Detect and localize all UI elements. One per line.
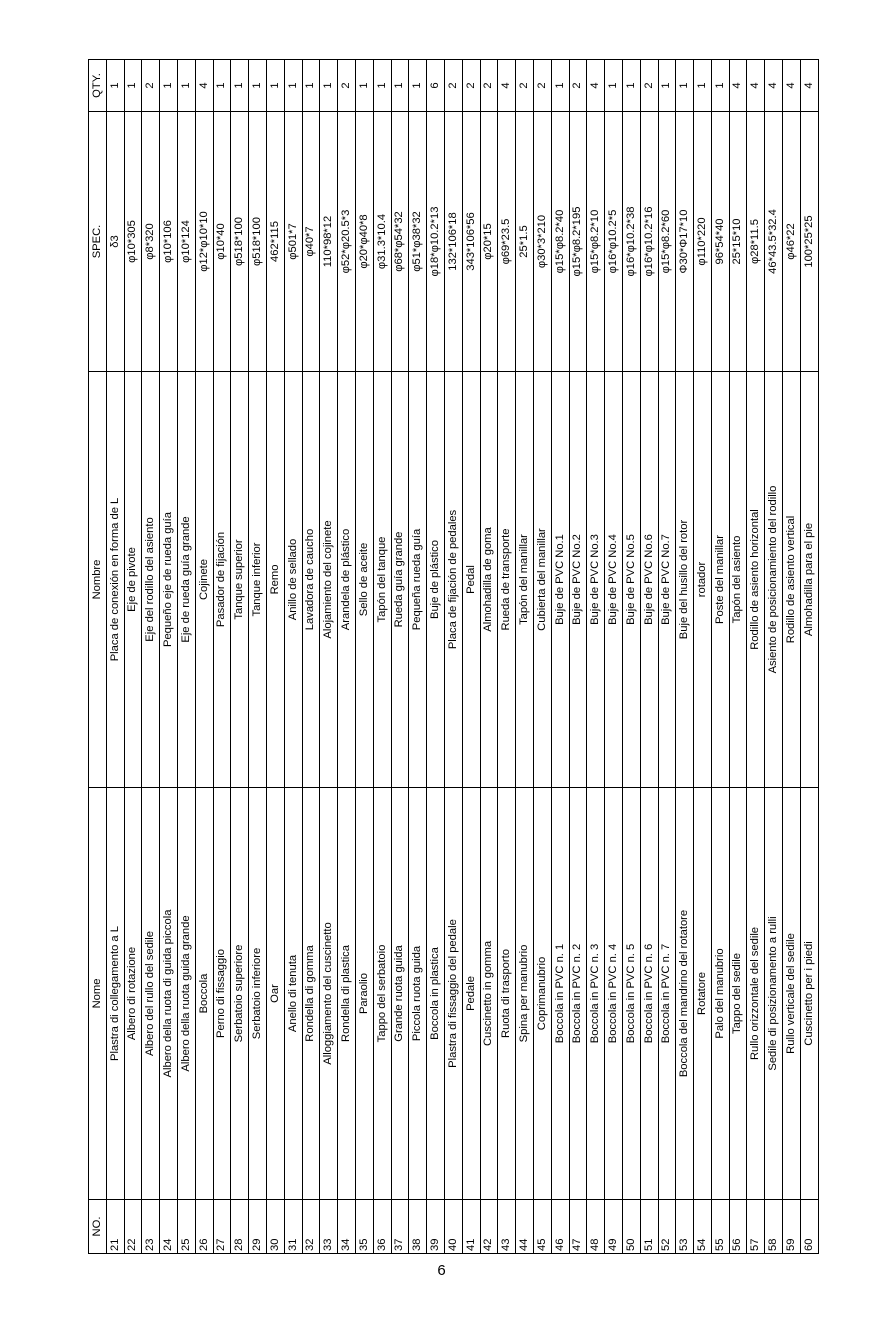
cell-spec: φ40*7 bbox=[302, 112, 320, 372]
cell-nombre: Pedal bbox=[462, 372, 480, 788]
cell-spec: φ68*φ54*32 bbox=[391, 112, 409, 372]
cell-nombre: Buje del husillo del rotor bbox=[676, 372, 694, 788]
cell-nome: Rullo verticale del sedile bbox=[783, 788, 801, 1200]
cell-nome: Sedile di posizionamento a rulli bbox=[765, 788, 783, 1200]
table-row bbox=[409, 60, 427, 1254]
cell-spec: φ15*φ8.2*10 bbox=[587, 112, 605, 372]
cell-nombre: Buje de PVC No.4 bbox=[605, 372, 623, 788]
cell-nombre: Poste del manillar bbox=[711, 372, 729, 788]
cell-qty: 1 bbox=[302, 60, 320, 112]
cell-nome: Grande ruota guida bbox=[391, 788, 409, 1200]
cell-nombre: Tanque inferior bbox=[249, 372, 267, 788]
cell-qty: 1 bbox=[355, 60, 373, 112]
cell-no: 53 bbox=[676, 1200, 694, 1254]
cell-no: 39 bbox=[427, 1200, 445, 1254]
cell-no: 49 bbox=[605, 1200, 623, 1254]
cell-no: 50 bbox=[622, 1200, 640, 1254]
cell-qty: 2 bbox=[640, 60, 658, 112]
cell-no: 51 bbox=[640, 1200, 658, 1254]
cell-qty: 4 bbox=[765, 60, 783, 112]
cell-qty: 2 bbox=[444, 60, 462, 112]
table-row bbox=[213, 60, 231, 1254]
cell-spec: φ46*22 bbox=[783, 112, 801, 372]
cell-nombre: Cubierta del manillar bbox=[533, 372, 551, 788]
cell-no: 46 bbox=[551, 1200, 569, 1254]
cell-qty: 1 bbox=[658, 60, 676, 112]
cell-qty: 1 bbox=[373, 60, 391, 112]
cell-nombre: Asiento de posicionamiento del rodillo bbox=[765, 372, 783, 788]
cell-qty: 4 bbox=[747, 60, 765, 112]
cell-nome: Palo del manubrio bbox=[711, 788, 729, 1200]
cell-qty: 1 bbox=[160, 60, 178, 112]
table-row bbox=[284, 60, 302, 1254]
cell-spec: 46*43.5*32.4 bbox=[765, 112, 783, 372]
cell-no: 37 bbox=[391, 1200, 409, 1254]
cell-nome: Oar bbox=[266, 788, 284, 1200]
cell-qty: 2 bbox=[480, 60, 498, 112]
cell-no: 36 bbox=[373, 1200, 391, 1254]
cell-spec: φ15*φ8.2*60 bbox=[658, 112, 676, 372]
table-row bbox=[355, 60, 373, 1254]
cell-no: 41 bbox=[462, 1200, 480, 1254]
cell-qty: 1 bbox=[284, 60, 302, 112]
cell-nombre: Buje de PVC No.5 bbox=[622, 372, 640, 788]
cell-spec: φ10*106 bbox=[160, 112, 178, 372]
cell-nombre: Almohadilla de goma bbox=[480, 372, 498, 788]
table-row bbox=[533, 60, 551, 1254]
cell-spec: φ518*100 bbox=[249, 112, 267, 372]
cell-nome: Rondella di gomma bbox=[302, 788, 320, 1200]
table-row bbox=[462, 60, 480, 1254]
cell-qty: 1 bbox=[249, 60, 267, 112]
cell-nombre: Buje de PVC No.3 bbox=[587, 372, 605, 788]
cell-spec: δ3 bbox=[106, 112, 124, 372]
header-no: NO. bbox=[89, 1200, 107, 1254]
table-row bbox=[160, 60, 178, 1254]
cell-nome: Paraolio bbox=[355, 788, 373, 1200]
cell-no: 25 bbox=[177, 1200, 195, 1254]
cell-nombre: Eje de pivote bbox=[124, 372, 142, 788]
cell-spec: φ20*15 bbox=[480, 112, 498, 372]
table-row bbox=[640, 60, 658, 1254]
table-row bbox=[302, 60, 320, 1254]
cell-no: 52 bbox=[658, 1200, 676, 1254]
table-row bbox=[694, 60, 712, 1254]
page-number: 6 bbox=[437, 1262, 446, 1279]
cell-no: 29 bbox=[249, 1200, 267, 1254]
cell-nome: Perno di fissaggio bbox=[213, 788, 231, 1200]
cell-qty: 4 bbox=[587, 60, 605, 112]
cell-qty: 1 bbox=[266, 60, 284, 112]
cell-nome: Albero della ruota di guida piccola bbox=[160, 788, 178, 1200]
cell-qty: 4 bbox=[195, 60, 213, 112]
cell-spec: 96*54*40 bbox=[711, 112, 729, 372]
cell-nome: Boccola in PVC n. 3 bbox=[587, 788, 605, 1200]
cell-spec: φ16*φ10.2*16 bbox=[640, 112, 658, 372]
cell-no: 28 bbox=[231, 1200, 249, 1254]
table-row bbox=[622, 60, 640, 1254]
table-row bbox=[765, 60, 783, 1254]
cell-spec: φ31.3*10.4 bbox=[373, 112, 391, 372]
table-row bbox=[142, 60, 160, 1254]
cell-nombre: Eje del rodillo del asiento bbox=[142, 372, 160, 788]
cell-spec: φ18*φ10.2*13 bbox=[427, 112, 445, 372]
cell-nombre: Tanque superior bbox=[231, 372, 249, 788]
cell-nome: Rotatore bbox=[694, 788, 712, 1200]
cell-no: 47 bbox=[569, 1200, 587, 1254]
table-row bbox=[195, 60, 213, 1254]
cell-qty: 4 bbox=[800, 60, 818, 112]
table-row bbox=[338, 60, 356, 1254]
cell-spec: φ10*124 bbox=[177, 112, 195, 372]
table-row bbox=[676, 60, 694, 1254]
cell-nombre: Rodillo de asiento vertical bbox=[783, 372, 801, 788]
cell-nombre: rotador bbox=[694, 372, 712, 788]
table-row bbox=[444, 60, 462, 1254]
cell-nome: Boccola del mandrino del rotatore bbox=[676, 788, 694, 1200]
cell-spec: φ8*320 bbox=[142, 112, 160, 372]
cell-spec: φ16*φ10.2*5 bbox=[605, 112, 623, 372]
cell-spec: φ51*φ38*32 bbox=[409, 112, 427, 372]
cell-no: 33 bbox=[320, 1200, 338, 1254]
header-nombre: Nombre bbox=[89, 372, 107, 788]
cell-no: 23 bbox=[142, 1200, 160, 1254]
cell-spec: φ110*220 bbox=[694, 112, 712, 372]
rotated-parts-table-container bbox=[88, 60, 815, 1254]
cell-spec: 462*115 bbox=[266, 112, 284, 372]
cell-spec: φ12*φ10*10 bbox=[195, 112, 213, 372]
cell-no: 55 bbox=[711, 1200, 729, 1254]
cell-nome: Boccola in PVC n. 7 bbox=[658, 788, 676, 1200]
table-row bbox=[516, 60, 534, 1254]
cell-spec: φ518*100 bbox=[231, 112, 249, 372]
cell-no: 26 bbox=[195, 1200, 213, 1254]
cell-nombre: Arandela de plástico bbox=[338, 372, 356, 788]
cell-qty: 4 bbox=[783, 60, 801, 112]
cell-nome: Ruota di trasporto bbox=[498, 788, 516, 1200]
cell-qty: 1 bbox=[622, 60, 640, 112]
cell-nome: Boccola in PVC n. 5 bbox=[622, 788, 640, 1200]
cell-qty: 4 bbox=[729, 60, 747, 112]
cell-spec: φ69*23.5 bbox=[498, 112, 516, 372]
table-row bbox=[587, 60, 605, 1254]
cell-nome: Albero del rullo del sedile bbox=[142, 788, 160, 1200]
cell-qty: 1 bbox=[231, 60, 249, 112]
table-row bbox=[124, 60, 142, 1254]
cell-nome: Tappo del serbatoio bbox=[373, 788, 391, 1200]
cell-qty: 1 bbox=[605, 60, 623, 112]
cell-nombre: Cojinete bbox=[195, 372, 213, 788]
cell-nome: Pedale bbox=[462, 788, 480, 1200]
header-spec: SPEC. bbox=[89, 112, 107, 372]
cell-spec: φ501*7 bbox=[284, 112, 302, 372]
cell-no: 35 bbox=[355, 1200, 373, 1254]
cell-nombre: Rueda de transporte bbox=[498, 372, 516, 788]
cell-spec: φ10*305 bbox=[124, 112, 142, 372]
cell-spec: φ28*11.5 bbox=[747, 112, 765, 372]
cell-no: 22 bbox=[124, 1200, 142, 1254]
cell-nombre: Pequeña rueda guía bbox=[409, 372, 427, 788]
table-row bbox=[231, 60, 249, 1254]
cell-nombre: Buje de PVC No.6 bbox=[640, 372, 658, 788]
cell-no: 59 bbox=[783, 1200, 801, 1254]
cell-qty: 1 bbox=[124, 60, 142, 112]
cell-nome: Boccola in PVC n. 1 bbox=[551, 788, 569, 1200]
cell-no: 56 bbox=[729, 1200, 747, 1254]
cell-qty: 2 bbox=[533, 60, 551, 112]
cell-qty: 2 bbox=[142, 60, 160, 112]
table-row bbox=[106, 60, 124, 1254]
cell-nome: Alloggiamento del cuscinetto bbox=[320, 788, 338, 1200]
cell-no: 60 bbox=[800, 1200, 818, 1254]
cell-spec: 100*25*25 bbox=[800, 112, 818, 372]
table-row bbox=[658, 60, 676, 1254]
table-row bbox=[391, 60, 409, 1254]
cell-qty: 1 bbox=[106, 60, 124, 112]
cell-nome: Serbatoio superiore bbox=[231, 788, 249, 1200]
cell-nombre: Buje de PVC No.2 bbox=[569, 372, 587, 788]
header-qty: QTY. bbox=[89, 60, 107, 112]
cell-spec: φ52*φ20.5*3 bbox=[338, 112, 356, 372]
table-row bbox=[747, 60, 765, 1254]
table-row bbox=[729, 60, 747, 1254]
cell-nombre: Almohadilla para el pie bbox=[800, 372, 818, 788]
cell-spec: 132*106*18 bbox=[444, 112, 462, 372]
cell-qty: 1 bbox=[711, 60, 729, 112]
cell-nome: Boccola in PVC n. 4 bbox=[605, 788, 623, 1200]
cell-nombre: Remo bbox=[266, 372, 284, 788]
cell-qty: 2 bbox=[516, 60, 534, 112]
cell-nome: Plastra di collegamento a L bbox=[106, 788, 124, 1200]
cell-nombre: Pequeño eje de rueda guía bbox=[160, 372, 178, 788]
cell-nombre: Lavadora de caucho bbox=[302, 372, 320, 788]
cell-nombre: Buje de PVC No.1 bbox=[551, 372, 569, 788]
cell-spec: 25*15*10 bbox=[729, 112, 747, 372]
cell-spec: 25*1.5 bbox=[516, 112, 534, 372]
cell-no: 45 bbox=[533, 1200, 551, 1254]
cell-spec: Φ30*Φ17*10 bbox=[676, 112, 694, 372]
cell-nombre: Tapón del manillar bbox=[516, 372, 534, 788]
cell-nombre: Buje de plástico bbox=[427, 372, 445, 788]
cell-no: 44 bbox=[516, 1200, 534, 1254]
cell-nome: Anello di tenuta bbox=[284, 788, 302, 1200]
cell-nombre: Alojamiento del cojinete bbox=[320, 372, 338, 788]
cell-qty: 2 bbox=[462, 60, 480, 112]
cell-nome: Rullo orizzontale del sedile bbox=[747, 788, 765, 1200]
table-row bbox=[783, 60, 801, 1254]
cell-nombre: Rueda guía grande bbox=[391, 372, 409, 788]
cell-nombre: Tapón del tanque bbox=[373, 372, 391, 788]
cell-nome: Rondella di plastica bbox=[338, 788, 356, 1200]
table-row bbox=[177, 60, 195, 1254]
table-row bbox=[373, 60, 391, 1254]
cell-no: 40 bbox=[444, 1200, 462, 1254]
cell-no: 30 bbox=[266, 1200, 284, 1254]
cell-no: 57 bbox=[747, 1200, 765, 1254]
cell-no: 32 bbox=[302, 1200, 320, 1254]
header-nome: Nome bbox=[89, 788, 107, 1200]
cell-nombre: Anillo de sellado bbox=[284, 372, 302, 788]
cell-nome: Albero di rotazione bbox=[124, 788, 142, 1200]
cell-qty: 4 bbox=[498, 60, 516, 112]
cell-nome: Coprimanubrio bbox=[533, 788, 551, 1200]
cell-no: 34 bbox=[338, 1200, 356, 1254]
cell-nome: Cuscinetto in gomma bbox=[480, 788, 498, 1200]
cell-qty: 1 bbox=[409, 60, 427, 112]
cell-qty: 2 bbox=[338, 60, 356, 112]
table-row bbox=[249, 60, 267, 1254]
cell-qty: 1 bbox=[676, 60, 694, 112]
cell-spec: φ16*φ10.2*38 bbox=[622, 112, 640, 372]
cell-spec: 110*98*12 bbox=[320, 112, 338, 372]
cell-qty: 1 bbox=[213, 60, 231, 112]
table-row bbox=[551, 60, 569, 1254]
cell-qty: 1 bbox=[391, 60, 409, 112]
cell-spec: φ30*3*210 bbox=[533, 112, 551, 372]
cell-spec: φ15*φ8.2*40 bbox=[551, 112, 569, 372]
cell-nome: Plastra di fissaggio del pedale bbox=[444, 788, 462, 1200]
cell-nome: Boccola in PVC n. 6 bbox=[640, 788, 658, 1200]
cell-nome: Boccola in PVC n. 2 bbox=[569, 788, 587, 1200]
cell-nome: Serbatoio inferiore bbox=[249, 788, 267, 1200]
cell-nombre: Placa de conexión en forma de L bbox=[106, 372, 124, 788]
cell-no: 24 bbox=[160, 1200, 178, 1254]
cell-qty: 1 bbox=[320, 60, 338, 112]
table-header-row bbox=[89, 60, 107, 1254]
cell-no: 27 bbox=[213, 1200, 231, 1254]
cell-nombre: Pasador de fijación bbox=[213, 372, 231, 788]
cell-no: 38 bbox=[409, 1200, 427, 1254]
cell-no: 58 bbox=[765, 1200, 783, 1254]
table-row bbox=[480, 60, 498, 1254]
cell-qty: 6 bbox=[427, 60, 445, 112]
table-row bbox=[800, 60, 818, 1254]
cell-nombre: Tapón del asiento bbox=[729, 372, 747, 788]
cell-nome: Tappo del sedile bbox=[729, 788, 747, 1200]
cell-no: 54 bbox=[694, 1200, 712, 1254]
cell-nome: Albero della ruota guida grande bbox=[177, 788, 195, 1200]
cell-qty: 2 bbox=[569, 60, 587, 112]
cell-nombre: Sello de aceite bbox=[355, 372, 373, 788]
cell-no: 42 bbox=[480, 1200, 498, 1254]
cell-qty: 1 bbox=[177, 60, 195, 112]
table-row bbox=[569, 60, 587, 1254]
cell-spec: φ15*φ8.2*195 bbox=[569, 112, 587, 372]
cell-nome: Boccola bbox=[195, 788, 213, 1200]
cell-qty: 1 bbox=[551, 60, 569, 112]
table-row bbox=[427, 60, 445, 1254]
table-row bbox=[266, 60, 284, 1254]
cell-spec: φ20*φ40*8 bbox=[355, 112, 373, 372]
cell-nombre: Buje de PVC No.7 bbox=[658, 372, 676, 788]
cell-nome: Piccola ruota guida bbox=[409, 788, 427, 1200]
cell-nome: Spina per manubrio bbox=[516, 788, 534, 1200]
table-body bbox=[106, 60, 818, 1254]
cell-no: 43 bbox=[498, 1200, 516, 1254]
cell-nombre: Rodillo de asiento horizontal bbox=[747, 372, 765, 788]
cell-no: 48 bbox=[587, 1200, 605, 1254]
cell-nombre: Placa de fijación de pedales bbox=[444, 372, 462, 788]
cell-qty: 1 bbox=[694, 60, 712, 112]
cell-nombre: Eje de rueda guía grande bbox=[177, 372, 195, 788]
table-row bbox=[320, 60, 338, 1254]
table-row bbox=[605, 60, 623, 1254]
parts-list-table bbox=[88, 59, 819, 1254]
cell-nome: Boccola in plastica bbox=[427, 788, 445, 1200]
cell-no: 31 bbox=[284, 1200, 302, 1254]
table-row bbox=[711, 60, 729, 1254]
cell-nome: Cuscinetto per i piedi bbox=[800, 788, 818, 1200]
cell-spec: 343*106*56 bbox=[462, 112, 480, 372]
table-row bbox=[498, 60, 516, 1254]
cell-no: 21 bbox=[106, 1200, 124, 1254]
cell-spec: φ10*40 bbox=[213, 112, 231, 372]
